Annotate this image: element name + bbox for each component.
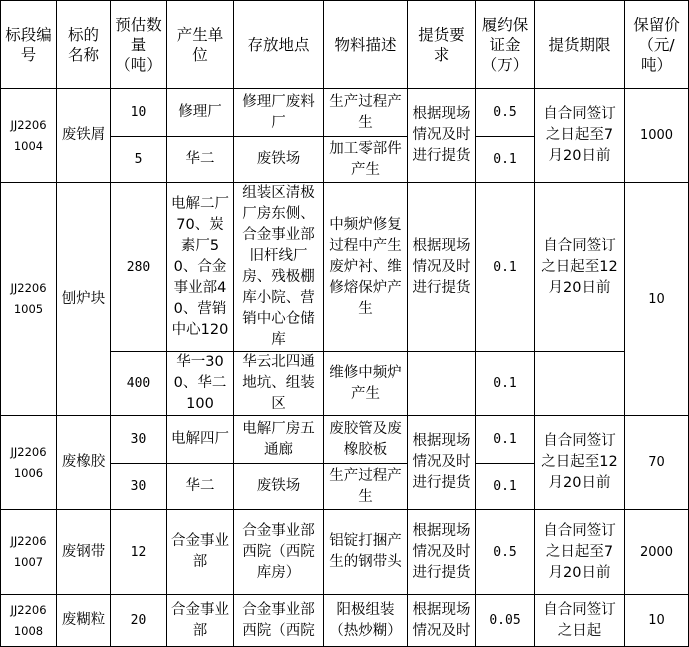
pickup-req-cell: 根据现场情况及时: [408, 595, 476, 647]
table-row: [1, 595, 689, 647]
header-period: 提货期限: [535, 1, 625, 89]
quantity-cell: 280: [111, 183, 167, 352]
deposit-cell: 0.1: [476, 352, 535, 416]
desc-cell: 废胶管及废橡胶板: [324, 416, 408, 464]
location-cell: 华云北四通地坑、组装区: [234, 352, 324, 416]
pickup-req-cell: 根据现场情况及时进行提货: [408, 510, 476, 595]
section-code-cell: [1, 510, 57, 595]
period-cell-empty: [535, 352, 625, 416]
section-code-line2: 1007: [13, 555, 44, 569]
section-code-line2: 1006: [13, 465, 44, 480]
reserve-price-cell: 10: [625, 183, 689, 416]
location-cell: 合金事业部西院（西院库房）: [234, 510, 324, 595]
desc-cell: 阳极组装（热炒糊）: [324, 595, 408, 647]
item-name: 废钢带: [57, 510, 111, 595]
header-location: 存放地点: [234, 1, 324, 89]
pickup-req-cell: 根据现场情况及时进行提货: [408, 416, 476, 510]
section-code-line1: JJ2206: [10, 602, 47, 617]
section-code-line1: JJ2206: [10, 534, 47, 548]
table-row: [1, 510, 689, 595]
desc-cell: 加工零部件产生: [324, 137, 408, 183]
period-cell: 自合同签订之日起至7月20日前: [535, 510, 625, 595]
section-code-line2: 1008: [13, 623, 44, 638]
unit-cell: 合金事业部: [167, 595, 234, 647]
reserve-price-cell: 70: [625, 416, 689, 510]
unit-cell: 华二: [167, 137, 234, 183]
deposit-cell: 0.1: [476, 464, 535, 510]
period-cell: 自合同签订之日起: [535, 595, 625, 647]
deposit-cell: 0.1: [476, 137, 535, 183]
quantity-cell: 5: [111, 137, 167, 183]
period-cell: 自合同签订之日起至12月20日前: [535, 416, 625, 510]
header-reserve: 保留价（元/吨）: [625, 1, 689, 89]
header-row: [1, 1, 689, 89]
deposit-cell: 0.1: [476, 183, 535, 352]
deposit-cell: 0.05: [476, 595, 535, 647]
unit-cell: 华一300、华二100: [167, 352, 234, 416]
unit-cell: 电解四厂: [167, 416, 234, 464]
unit-cell: 合金事业部: [167, 510, 234, 595]
quantity-cell: 30: [111, 416, 167, 464]
desc-cell: 生产过程产生: [324, 464, 408, 510]
reserve-price-cell: 10: [625, 595, 689, 647]
desc-cell: 中频炉修复过程中产生废炉衬、维修熔保炉产生: [324, 183, 408, 352]
item-name: 废糊粒: [57, 595, 111, 647]
header-unit: 产生单位: [167, 1, 234, 89]
item-name: 废橡胶: [57, 416, 111, 510]
header-section-no: 标段编号: [1, 1, 57, 89]
quantity-cell: 30: [111, 464, 167, 510]
period-cell: 自合同签订之日起至7月20日前: [535, 89, 625, 183]
quantity-cell: 10: [111, 89, 167, 137]
section-code-line1: JJ2206: [10, 444, 47, 459]
deposit-cell: 0.1: [476, 416, 535, 464]
deposit-cell: 0.5: [476, 510, 535, 595]
quantity-cell: 20: [111, 595, 167, 647]
quantity-cell: 12: [111, 510, 167, 595]
header-desc: 物料描述: [324, 1, 408, 89]
section-code-line1: JJ2206: [10, 117, 47, 132]
pickup-req-cell-empty: [408, 352, 476, 416]
desc-cell: 铝锭打捆产生的钢带头: [324, 510, 408, 595]
unit-cell: 电解二厂70、炭素厂50、合金事业部40、营销中心120: [167, 183, 234, 352]
desc-cell: 生产过程产生: [324, 89, 408, 137]
desc-cell: 维修中频炉产生: [324, 352, 408, 416]
period-cell: 自合同签订之日起至12月20日前: [535, 183, 625, 352]
deposit-cell: 0.5: [476, 89, 535, 137]
header-name: 标的名称: [57, 1, 111, 89]
pickup-req-cell: 根据现场情况及时进行提货: [408, 183, 476, 352]
header-deposit: 履约保证金（万）: [476, 1, 535, 89]
unit-cell: 华二: [167, 464, 234, 510]
item-name: 刨炉块: [57, 183, 111, 416]
section-code-line1: JJ2206: [10, 281, 47, 295]
location-cell: 修理厂废料厂: [234, 89, 324, 137]
location-cell: 废铁场: [234, 464, 324, 510]
header-quantity: 预估数量（吨）: [111, 1, 167, 89]
unit-cell: 修理厂: [167, 89, 234, 137]
section-code-cell: [1, 183, 57, 416]
reserve-price-cell: 2000: [625, 510, 689, 595]
quantity-cell: 400: [111, 352, 167, 416]
table-row: [1, 416, 689, 464]
section-code-cell: [1, 595, 57, 647]
location-cell: 合金事业部西院（西院: [234, 595, 324, 647]
section-code-cell: [1, 416, 57, 510]
location-cell: 废铁场: [234, 137, 324, 183]
header-pickup-req: 提货要求: [408, 1, 476, 89]
pickup-req-cell: 根据现场情况及时进行提货: [408, 89, 476, 183]
section-code-cell: [1, 89, 57, 183]
section-code-line2: 1004: [13, 138, 44, 153]
table-row: [1, 183, 689, 352]
section-code-line2: 1005: [13, 302, 44, 316]
reserve-price-cell: 1000: [625, 89, 689, 183]
location-cell: 电解厂房五通廊: [234, 416, 324, 464]
table-row: [1, 89, 689, 137]
item-name: 废铁屑: [57, 89, 111, 183]
location-cell: 组装区清极厂房东侧、合金事业部旧杆线厂房、残极棚库小院、营销中心仓储库: [234, 183, 324, 352]
